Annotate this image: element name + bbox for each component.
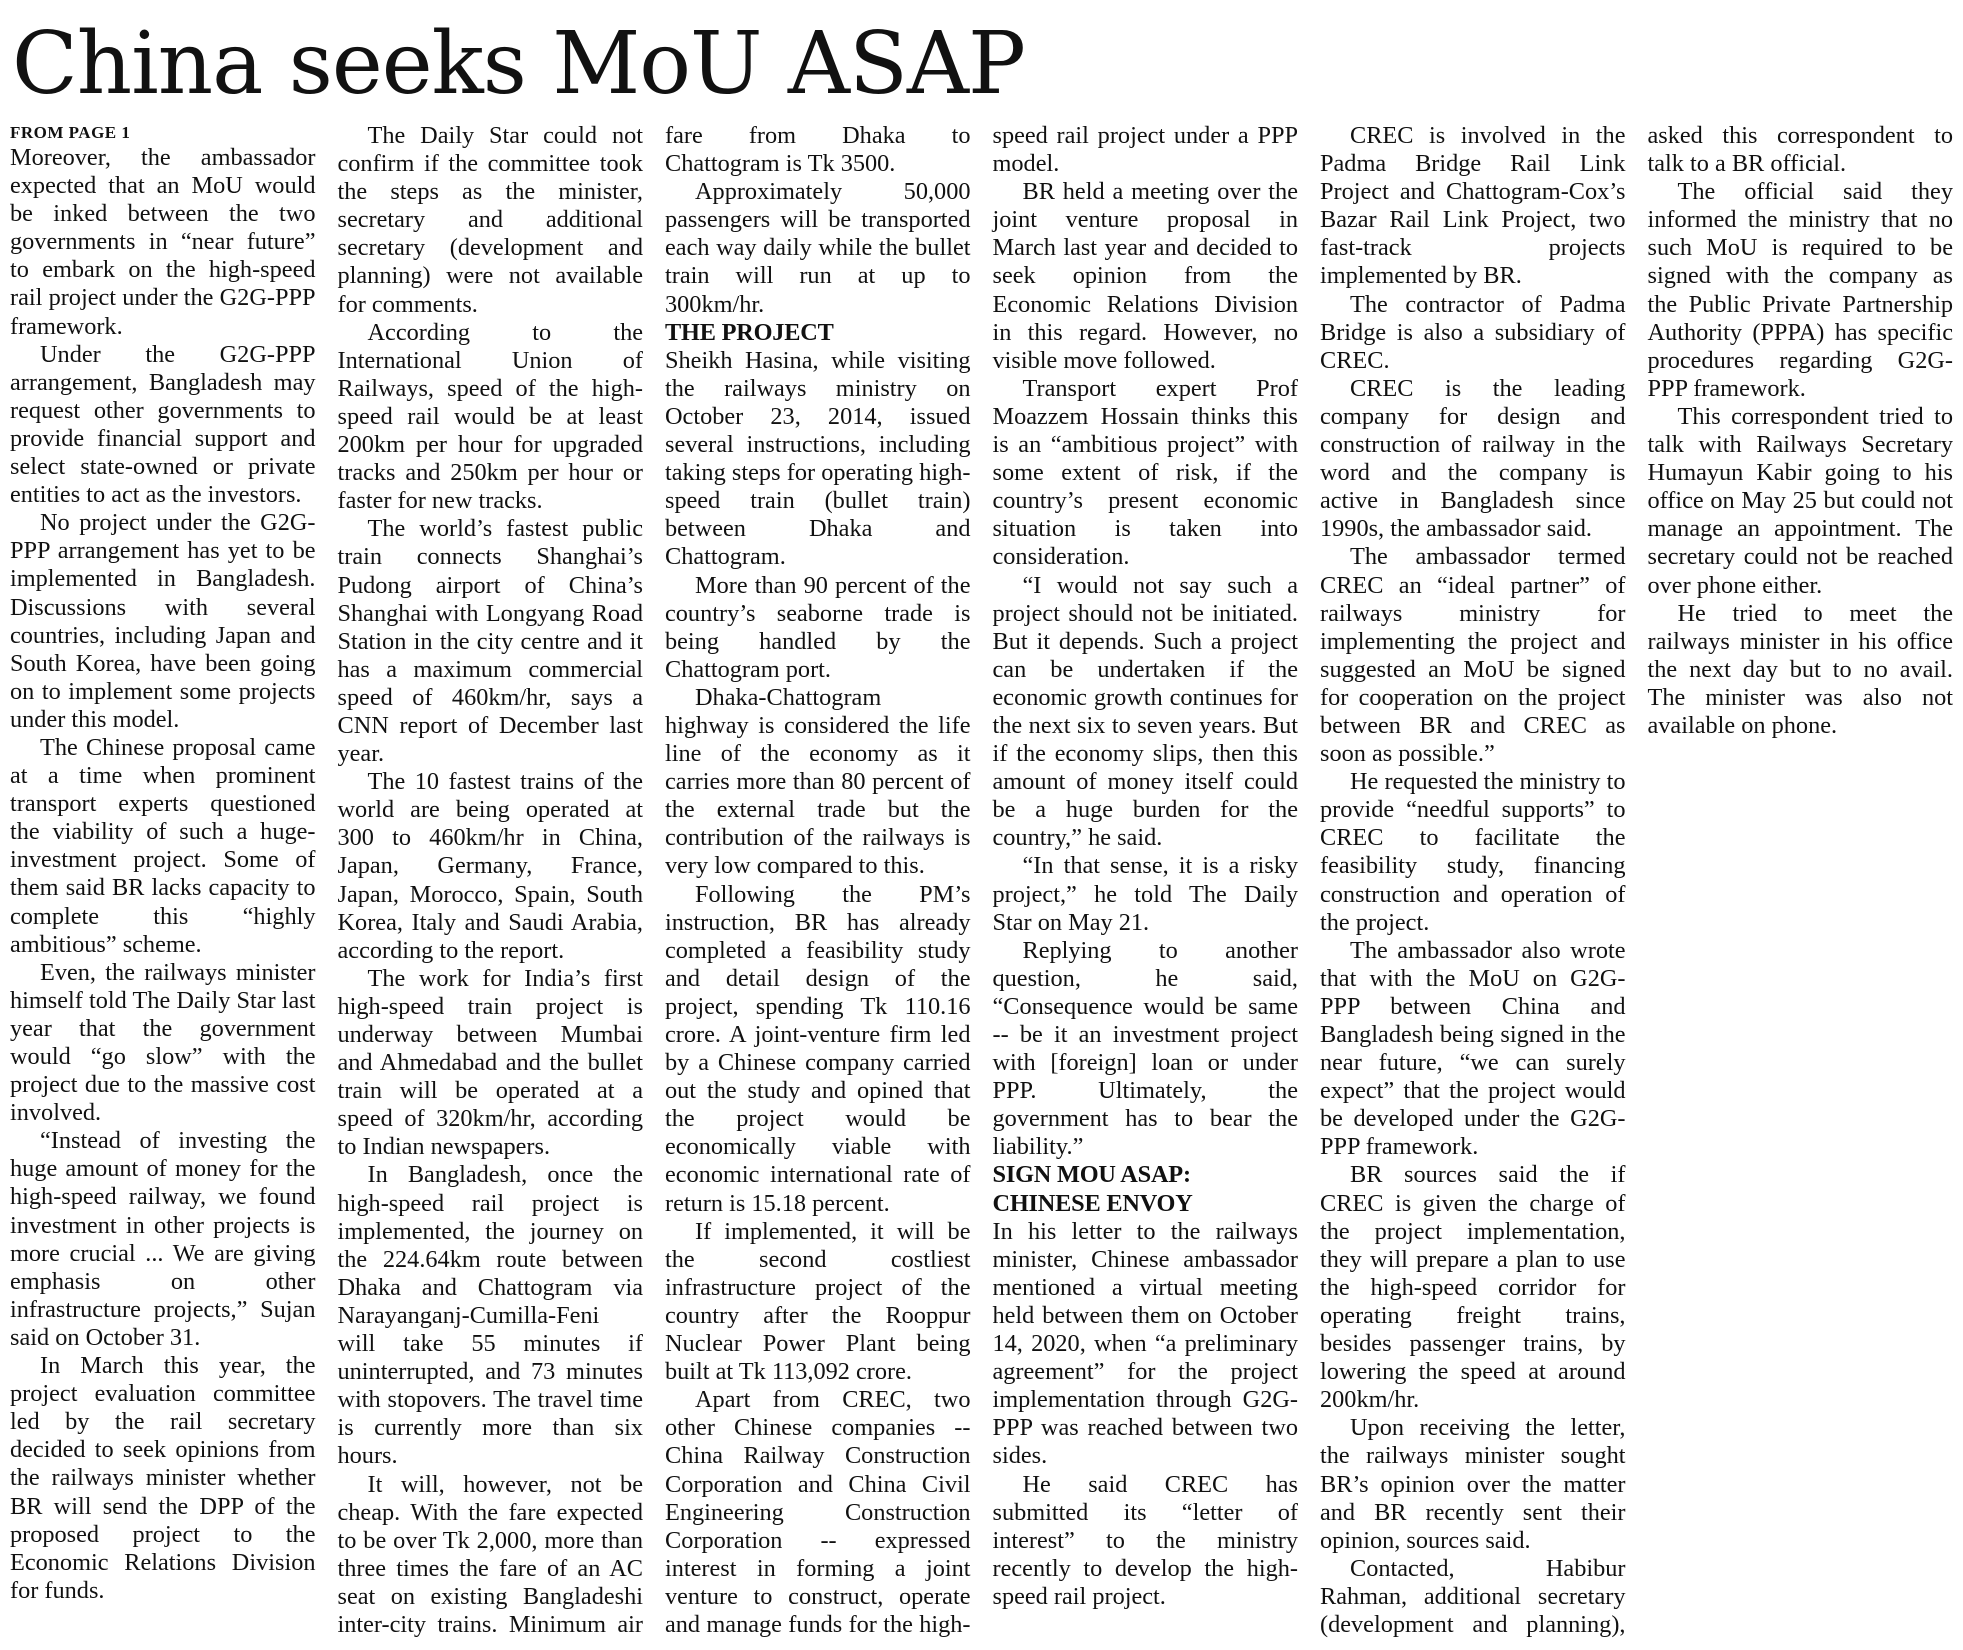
article-paragraph: The Chinese proposal came at a time when prominent transport experts questioned the viability of such a huge-investment project. Some of them said BR lacks capacity to complete this “highly ambitious” scheme. — [10, 733, 316, 958]
article-paragraph: Dhaka-Chattogram highway is considered the life line of the economy as it carries more than 80 percent of the external trade but the contribution of the railways is very low compared to this. — [665, 683, 971, 880]
article-paragraph: Moreover, the ambassador expected that an MoU would be inked between the two governments in “near future” to embark on the high-speed rail project under the G2G-PPP framework. — [10, 144, 316, 340]
article-paragraph: The contractor of Padma Bridge is also a subsidiary of CREC. — [1320, 290, 1626, 374]
article-paragraph: The official said they informed the ministry that no such MoU is required to be signed with the company as the Public Private Partnership Authority (PPPA) has specific procedures regarding G2G-PPP framework. — [1647, 178, 1953, 402]
article-paragraph: Sheikh Hasina, while visiting the railways ministry on October 23, 2014, issued several instructions, including taking steps for operating high-speed train (bullet train) between Dhaka and Chattogram. — [665, 346, 971, 571]
article-paragraph: It will, however, not be cheap. With the fare expected to be over Tk 2,000, more than three times the fare of an AC seat on existing Bangladeshi inter-city trains. Minimum air fare from Dhaka to Chattogram is Tk 3500. — [337, 122, 971, 1638]
article-paragraph: BR held a meeting over the joint venture proposal in March last year and decided to seek opinion from the Economic Relations Division in this regard. However, no visible move followed. — [992, 178, 1298, 374]
article-paragraph: Following the PM’s instruction, BR has already completed a feasibility study and detail design of the project, spending Tk 110.16 crore. A joint-venture firm led by a Chinese company carried out the study and opined that the project would be economically viable with economic international rate of return is 15.18 percent. — [665, 880, 971, 1217]
article-paragraph: Contacted, Habibur Rahman, additional secretary (development and planning), asked this correspondent to talk to a BR official. — [1320, 122, 1953, 1638]
article-paragraph: No project under the G2G-PPP arrangement has yet to be implemented in Bangladesh. Discussions with several countries, including Japan and South Korea, have been going on to implement some projects under this model. — [10, 509, 316, 733]
article-paragraph: The Daily Star could not confirm if the committee took the steps as the minister, secretary and additional secretary (development and planning) were not available for comments. — [337, 122, 643, 318]
article-paragraph: According to the International Union of Railways, speed of the high-speed rail would be at least 200km per hour for upgraded tracks and 250km per hour or faster for new tracks. — [337, 318, 643, 515]
article-paragraph: CREC is involved in the Padma Bridge Rail Link Project and Chattogram-Cox’s Bazar Rail Link Project, two fast-track projects implemented by BR. — [1320, 122, 1626, 290]
article-paragraph: Under the G2G-PPP arrangement, Bangladesh may request other governments to provide financial support and select state-owned or private entities to act as the investors. — [10, 340, 316, 509]
article-paragraph: BR sources said the if CREC is given the charge of the project implementation, they will prepare a plan to use the high-speed corridor for operating freight trains, besides passenger trains, by lowering the speed at around 200km/hr. — [1320, 1161, 1626, 1414]
article-paragraph: Approximately 50,000 passengers will be transported each way daily while the bullet train will run at up to 300km/hr. — [665, 178, 971, 318]
continuation-kicker: FROM PAGE 1 — [10, 123, 131, 142]
subhead-the-project: THE PROJECT — [665, 318, 834, 346]
article-paragraph: Replying to another question, he said, “Consequence would be same -- be it an investment project with [foreign] loan or under PPP. Ultimately, the government has to bear the liability.” — [992, 936, 1298, 1161]
article-paragraph: He tried to meet the railways minister in his office the next day but to no avail. The minister was also not available on phone. — [1647, 599, 1953, 739]
article-paragraph: This correspondent tried to talk with Railways Secretary Humayun Kabir going to his office on May 25 but could not manage an appointment. The secretary could not be reached over phone either. — [1647, 402, 1953, 599]
article-paragraph: Even, the railways minister himself told The Daily Star last year that the government would “go slow” with the project due to the massive cost involved. — [10, 958, 316, 1127]
article-paragraph: The 10 fastest trains of the world are being operated at 300 to 460km/hr in China, Japan, Germany, France, Japan, Morocco, Spain, South Korea, Italy and Saudi Arabia, according to the report. — [337, 768, 643, 964]
article-body — [10, 122, 1953, 1642]
subhead-chinese-envoy: SIGN MOU ASAP: CHINESE ENVOY — [992, 1161, 1193, 1217]
article-paragraph: The ambassador termed CREC an “ideal partner” of railways ministry for implementing the project and suggested an MoU be signed for cooperation on the project between BR and CREC as soon as possible.” — [1320, 543, 1626, 768]
article-paragraph: He said CREC has submitted its “letter of interest” to the ministry recently to develop the high-speed rail project. — [992, 1470, 1298, 1610]
article-paragraph: “I would not say such a project should not be initiated. But it depends. Such a project can be undertaken if the economic growth continues for the next six to seven years. But if the economy slips, then this amount of money itself could be a huge burden for the country,” he said. — [992, 571, 1298, 852]
article-paragraph: CREC is the leading company for design and construction of railway in the word and the company is active in Bangladesh since 1990s, the ambassador said. — [1320, 374, 1626, 543]
article-paragraph: Transport expert Prof Moazzem Hossain thinks this is an “ambitious project” with some extent of risk, if the country’s present economic situation is taken into consideration. — [992, 374, 1298, 571]
article-paragraph: “In that sense, it is a risky project,” he told The Daily Star on May 21. — [992, 852, 1298, 936]
article-paragraph: In March this year, the project evaluation committee led by the rail secretary decided to seek opinions from the railways minister whether BR will send the DPP of the proposed project to the Economic Relations Division for funds. — [10, 1352, 316, 1604]
article-paragraph: Upon receiving the letter, the railways minister sought BR’s opinion over the matter and BR recently sent their opinion, sources said. — [1320, 1414, 1626, 1554]
article-paragraph: “Instead of investing the huge amount of money for the high-speed railway, we found investment in other projects is more crucial ... We are giving emphasis on other infrastructure projects,” Sujan said on October 31. — [10, 1127, 316, 1351]
article-paragraph: The ambassador also wrote that with the MoU on G2G-PPP between China and Bangladesh being signed in the near future, “we can surely expect” that the project would be developed under the G2G-PPP framework. — [1320, 936, 1626, 1161]
article-paragraph: The work for India’s first high-speed train project is underway between Mumbai and Ahmedabad and the bullet train will be operated at a speed of 320km/hr, according to Indian newspapers. — [337, 964, 643, 1161]
article-paragraph: Apart from CREC, two other Chinese companies -- China Railway Construction Corporation and China Civil Engineering Construction Corporation -- expressed interest in forming a joint venture to construct, operate and manage funds for the high-speed rail project under a PPP model. — [665, 122, 1298, 1638]
article-paragraph: In his letter to the railways minister, Chinese ambassador mentioned a virtual meeting held between them on October 14, 2020, when “a preliminary agreement” for the project implementation through G2G-PPP was reached between two sides. — [992, 1217, 1298, 1470]
article-paragraph: If implemented, it will be the second costliest infrastructure project of the country after the Rooppur Nuclear Power Plant being built at Tk 113,092 crore. — [665, 1217, 971, 1386]
headline: China seeks MoU ASAP — [12, 14, 1025, 114]
article-paragraph: He requested the ministry to provide “needful supports” to CREC to facilitate the feasibility study, financing construction and operation of the project. — [1320, 768, 1626, 936]
article-paragraph: More than 90 percent of the country’s seaborne trade is being handled by the Chattogram port. — [665, 571, 971, 683]
article-paragraph: The world’s fastest public train connects Shanghai’s Pudong airport of China’s Shanghai with Longyang Road Station in the city centre and it has a maximum commercial speed of 460km/hr, says a CNN report of December last year. — [337, 515, 643, 768]
article-paragraph: In Bangladesh, once the high-speed rail project is implemented, the journey on the 224.64km route between Dhaka and Chattogram via Narayanganj-Cumilla-Feni will take 55 minutes if uninterrupted, and 73 minutes with stopovers. The travel time is currently more than six hours. — [337, 1161, 643, 1470]
